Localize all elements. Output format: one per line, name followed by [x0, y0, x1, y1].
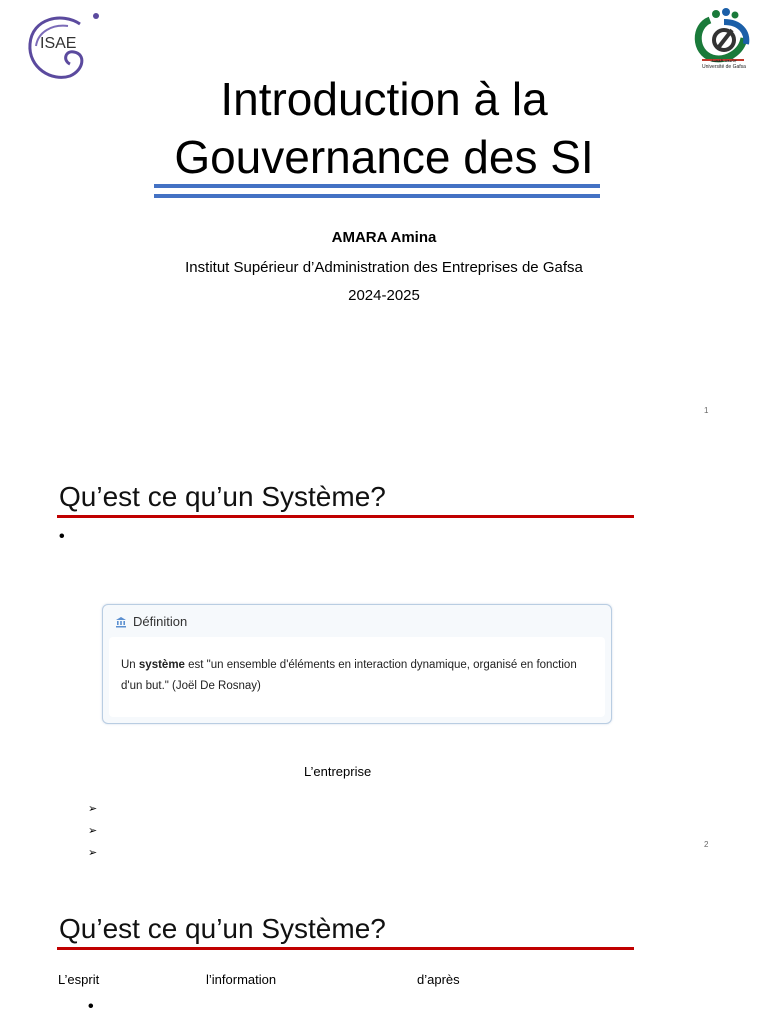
page-number-2: 2	[704, 840, 709, 849]
definition-body	[109, 637, 605, 717]
title-underline-1	[154, 184, 600, 188]
slide3-title-rule	[57, 947, 634, 950]
definition-card	[102, 604, 612, 724]
word-apres: d’après	[417, 972, 460, 987]
slide2-title-rule	[57, 515, 634, 518]
definition-header	[115, 614, 187, 629]
definition-header-label: Définition	[133, 614, 188, 629]
definition-text-after: est "un ensemble d'éléments en interaction dynamique, organisé en fonction d'un but." (Joël De Rosnay)	[121, 659, 577, 692]
entreprise-label: L’entreprise	[304, 764, 372, 779]
arrow-bullet-1: ➢	[88, 803, 98, 815]
arrow-bullet-3: ➢	[88, 847, 98, 859]
arrow-bullet-2: ➢	[88, 825, 98, 837]
isae-logo-text: ISAE	[40, 35, 77, 52]
academic-year: 2024-2025	[348, 287, 420, 304]
definition-term: système	[138, 659, 185, 671]
slide3-title: Qu’est ce qu’un Système?	[59, 913, 386, 944]
institute-name: Institut Supérieur d’Administration des Entreprises de Gafsa	[185, 259, 583, 276]
slide3-bullet: •	[88, 998, 94, 1015]
university-caption: جامعة قفصة Université de Gafsa	[702, 58, 746, 70]
slide2-bullet: •	[59, 528, 65, 545]
bank-icon	[115, 616, 127, 628]
definition-text-before: Un	[121, 659, 139, 671]
slide2-title: Qu’est ce qu’un Système?	[59, 481, 386, 512]
definition-text	[121, 655, 591, 697]
presentation-title	[84, 70, 684, 186]
author-name: AMARA Amina	[331, 229, 437, 246]
word-information: l’information	[206, 972, 277, 987]
title-line-2: Gouvernance des SI	[174, 131, 594, 183]
page-number-1: 1	[704, 406, 709, 415]
title-underline-2	[154, 194, 600, 198]
title-line-1: Introduction à la	[220, 73, 548, 125]
word-esprit: L’esprit	[58, 972, 100, 987]
